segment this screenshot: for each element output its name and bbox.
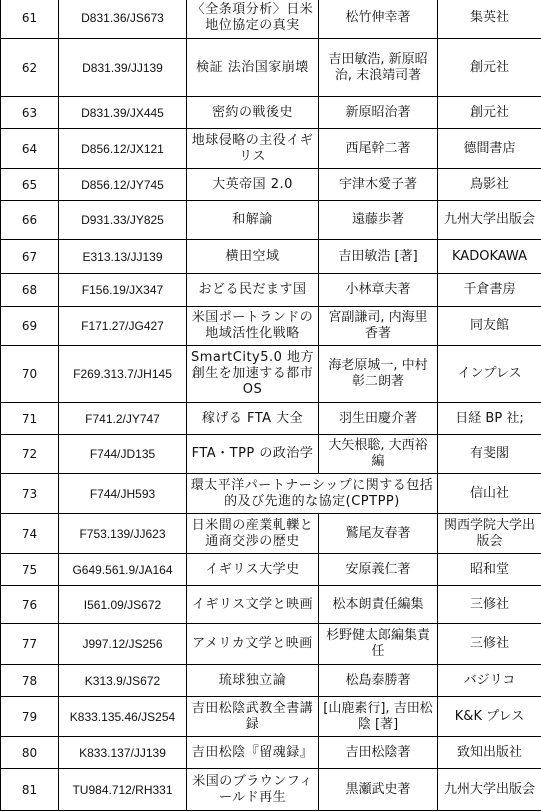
call-number: D931.33/JY825 [59,201,187,240]
book-publisher: インプレス [438,346,541,403]
call-number: D856.12/JX121 [59,129,187,169]
book-publisher: 三修社 [438,624,541,665]
book-publisher: 致知出版社 [438,737,541,769]
call-number: F744/JD135 [59,435,187,474]
book-title: 地球侵略の主役イギリス [187,129,319,169]
book-publisher: 有斐閣 [438,435,541,474]
table-row [1,274,541,307]
row-number: 66 [1,201,59,240]
call-number: G649.561.9/JA164 [59,554,187,586]
call-number: F156.19/JX347 [59,274,187,307]
book-title: おどる民だます国 [187,274,319,307]
book-author: 小林章夫著 [319,274,438,307]
book-title: 吉田松陰武教全書講録 [187,697,319,737]
call-number: F269.313.7/JH145 [59,346,187,403]
book-title: 日米間の産業軋轢と通商交渉の歴史 [187,514,319,554]
row-number: 64 [1,129,59,169]
book-author: 松竹伸幸著 [319,0,438,39]
call-number: J997.12/JS256 [59,624,187,665]
table-row [1,240,541,274]
book-publisher: バジリコ [438,665,541,697]
book-title: 〈全条項分析〉日米地位協定の真実 [187,0,319,39]
call-number: I561.09/JS672 [59,586,187,624]
book-title: 米国のブラウンフィールド再生 [187,769,319,811]
book-author: 鷲尾友春著 [319,514,438,554]
table-row [1,0,541,39]
row-number: 67 [1,240,59,274]
book-publisher: 創元社 [438,97,541,129]
call-number: TU984.712/RH331 [59,769,187,811]
row-number: 75 [1,554,59,586]
book-author: 吉田松陰著 [319,737,438,769]
row-number: 62 [1,39,59,97]
book-author: 宮副謙司, 内海里香著 [319,307,438,346]
table-row [1,769,541,811]
call-number: K833.137/JJ139 [59,737,187,769]
book-title: アメリカ文学と映画 [187,624,319,665]
call-number: F753.139/JJ623 [59,514,187,554]
book-author: 羽生田慶介著 [319,403,438,435]
book-title: 環太平洋パートナーシップに関する包括的及び先進的な協定(CPTPP) [187,474,438,514]
call-number: D831.39/JX445 [59,97,187,129]
book-title: 密約の戦後史 [187,97,319,129]
book-author: 安原義仁著 [319,554,438,586]
table-row [1,39,541,97]
table-row [1,169,541,201]
table-row [1,201,541,240]
book-publisher: 千倉書房 [438,274,541,307]
book-title: 稼げる FTA 大全 [187,403,319,435]
book-author: 遠藤歩著 [319,201,438,240]
book-title: 吉田松陰『留魂録』 [187,737,319,769]
book-publisher: 鳥影社 [438,169,541,201]
table-row [1,514,541,554]
table-row [1,665,541,697]
call-number: F741.2/JY747 [59,403,187,435]
book-publisher: 九州大学出版会 [438,769,541,811]
table-row [1,737,541,769]
call-number: F744/JH593 [59,474,187,514]
book-title: SmartCity5.0 地方創生を加速する都市 OS [187,346,319,403]
call-number: K833.135.46/JS254 [59,697,187,737]
book-publisher: 昭和堂 [438,554,541,586]
row-number: 61 [1,0,59,39]
row-number: 76 [1,586,59,624]
row-number: 71 [1,403,59,435]
book-author: 大矢根聡, 大西裕編 [319,435,438,474]
row-number: 69 [1,307,59,346]
row-number: 70 [1,346,59,403]
book-author: 吉田敏浩, 新原昭治, 末浪靖司著 [319,39,438,97]
book-author: 松島泰勝著 [319,665,438,697]
book-publisher: 関西学院大学出版会 [438,514,541,554]
row-number: 72 [1,435,59,474]
table-row [1,697,541,737]
book-author: 新原昭治著 [319,97,438,129]
row-number: 79 [1,697,59,737]
book-author: 吉田敏浩 [著] [319,240,438,274]
book-title: FTA・TPP の政治学 [187,435,319,474]
book-publisher: 三修社 [438,586,541,624]
book-title: イギリス大学史 [187,554,319,586]
call-number: D831.39/JJ139 [59,39,187,97]
book-publisher: 同友館 [438,307,541,346]
table-row [1,586,541,624]
table-row [1,346,541,403]
book-title: 和解論 [187,201,319,240]
row-number: 63 [1,97,59,129]
book-publisher: 創元社 [438,39,541,97]
call-number: D831.36/JS673 [59,0,187,39]
book-publisher: 日経 BP 社; [438,403,541,435]
book-title: 琉球独立論 [187,665,319,697]
book-author: 黒瀬武史著 [319,769,438,811]
row-number: 77 [1,624,59,665]
book-title: 検証 法治国家崩壊 [187,39,319,97]
book-title: 米国ポートランドの地域活性化戦略 [187,307,319,346]
table-body [1,0,541,811]
row-number: 68 [1,274,59,307]
book-publisher: KADOKAWA [438,240,541,274]
book-publisher: 集英社 [438,0,541,39]
row-number: 74 [1,514,59,554]
table-row [1,624,541,665]
row-number: 80 [1,737,59,769]
table-row [1,403,541,435]
table-row [1,435,541,474]
row-number: 73 [1,474,59,514]
book-author: [山鹿素行], 吉田松陰 [著] [319,697,438,737]
book-author: 海老原城一, 中村彰二朗著 [319,346,438,403]
call-number: K313.9/JS672 [59,665,187,697]
book-title: 横田空域 [187,240,319,274]
book-publisher: K&K プレス [438,697,541,737]
row-number: 65 [1,169,59,201]
table-row [1,129,541,169]
table-row [1,554,541,586]
book-author: 宇津木愛子著 [319,169,438,201]
book-author: 西尾幹二著 [319,129,438,169]
book-title: イギリス文学と映画 [187,586,319,624]
call-number: F171.27/JG427 [59,307,187,346]
book-title: 大英帝国 2.0 [187,169,319,201]
row-number: 81 [1,769,59,811]
call-number: D856.12/JY745 [59,169,187,201]
book-publisher: 九州大学出版会 [438,201,541,240]
book-publisher: 信山社 [438,474,541,514]
book-author: 杉野健太郎編集責任 [319,624,438,665]
call-number: E313.13/JJ139 [59,240,187,274]
row-number: 78 [1,665,59,697]
book-author: 松本朗責任編集 [319,586,438,624]
table-row [1,307,541,346]
table-row [1,474,541,514]
book-publisher: 德間書店 [438,129,541,169]
table-row [1,97,541,129]
